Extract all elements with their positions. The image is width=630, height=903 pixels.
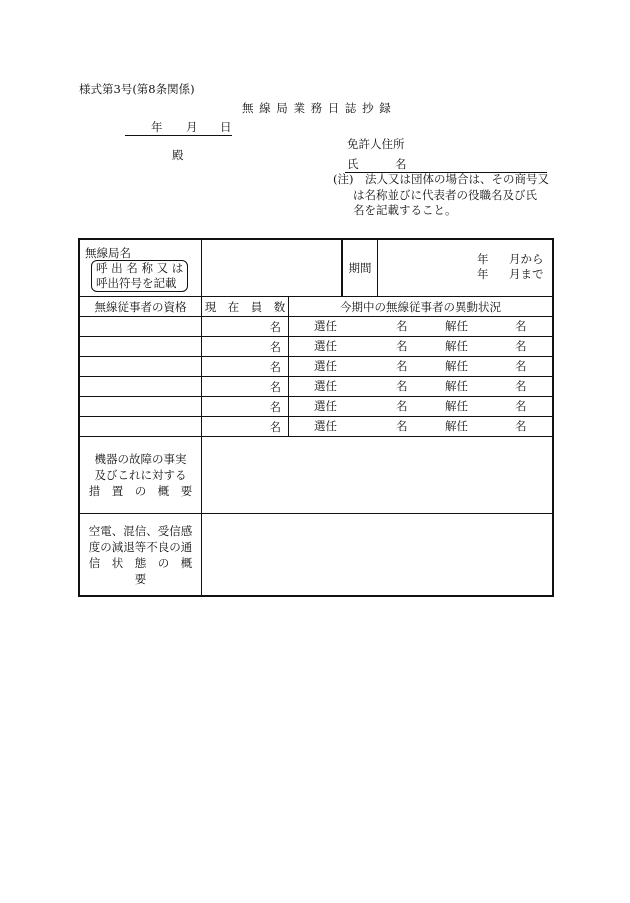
staff-row bbox=[80, 317, 553, 337]
callsign-note bbox=[91, 260, 188, 292]
interference-summary-field[interactable] bbox=[202, 514, 553, 596]
dismissed-label: 解任 bbox=[445, 359, 468, 373]
staff-row bbox=[80, 397, 553, 417]
appointed-label: 選任 bbox=[314, 339, 337, 353]
appointed-label: 選任 bbox=[314, 359, 337, 373]
station-name-value[interactable] bbox=[202, 240, 343, 297]
count-unit: 名 bbox=[269, 359, 281, 374]
appointed-label: 選任 bbox=[314, 419, 337, 433]
interference-row bbox=[80, 514, 553, 596]
qualification-cell[interactable] bbox=[80, 417, 202, 437]
staff-row bbox=[80, 337, 553, 357]
dismissed-label: 解任 bbox=[445, 339, 468, 353]
appointed-unit: 名 bbox=[396, 319, 408, 333]
col-changes-header: 今期中の無線従事者の異動状況 bbox=[289, 297, 553, 317]
journal-excerpt-table bbox=[79, 239, 553, 596]
appointed-label: 選任 bbox=[314, 399, 337, 413]
changes-cell[interactable] bbox=[289, 397, 553, 417]
staff-row bbox=[80, 377, 553, 397]
changes-cell[interactable] bbox=[289, 377, 553, 397]
dismissed-label: 解任 bbox=[445, 419, 468, 433]
period-from-year: 年 bbox=[477, 252, 489, 266]
date-month-label: 月 bbox=[186, 120, 198, 134]
failure-summary-field[interactable] bbox=[202, 437, 553, 514]
count-cell[interactable] bbox=[202, 417, 289, 437]
changes-cell[interactable] bbox=[289, 417, 553, 437]
failure-label-line-1: 機器の故障の事実 bbox=[94, 452, 187, 466]
period-to-month: 月まで bbox=[509, 267, 544, 281]
dismissed-unit: 名 bbox=[515, 399, 527, 413]
period-from-month: 月から bbox=[509, 252, 544, 266]
count-cell[interactable] bbox=[202, 317, 289, 337]
interference-label-cell bbox=[80, 514, 202, 596]
qualification-cell[interactable] bbox=[80, 317, 202, 337]
failure-label-line-3: 措 置 の 概 要 bbox=[88, 484, 193, 498]
interference-label-line-1: 空電、混信、受信感 bbox=[88, 523, 193, 538]
period-label: 期間 bbox=[343, 240, 378, 296]
staff-row bbox=[80, 417, 553, 437]
appointed-unit: 名 bbox=[396, 419, 408, 433]
qualification-cell[interactable] bbox=[80, 377, 202, 397]
appointed-unit: 名 bbox=[396, 339, 408, 353]
col-current-staff-header: 現 在 員 数 bbox=[202, 297, 289, 317]
changes-cell[interactable] bbox=[289, 357, 553, 377]
appointed-label: 選任 bbox=[314, 319, 337, 333]
dismissed-unit: 名 bbox=[515, 339, 527, 353]
licensee-note-line-2: は名称並びに代表者の役職名及び氏 bbox=[353, 188, 537, 202]
period-cell bbox=[343, 240, 553, 297]
date-day-label: 日 bbox=[220, 120, 232, 134]
licensee-note-line-1: (注) 法人又は団体の場合は、その商号又 bbox=[333, 172, 549, 186]
station-row bbox=[80, 240, 553, 297]
dismissed-label: 解任 bbox=[445, 319, 468, 333]
qualification-cell[interactable] bbox=[80, 337, 202, 357]
appointed-unit: 名 bbox=[396, 379, 408, 393]
failure-row bbox=[80, 437, 553, 514]
col-qualification-header: 無線従事者の資格 bbox=[80, 297, 202, 317]
station-label-cell bbox=[80, 240, 202, 297]
count-unit: 名 bbox=[269, 339, 281, 354]
appointed-unit: 名 bbox=[396, 359, 408, 373]
count-cell[interactable] bbox=[202, 357, 289, 377]
station-name-label: 無線局名 bbox=[85, 246, 131, 260]
dismissed-unit: 名 bbox=[515, 319, 527, 333]
failure-label-cell bbox=[80, 437, 202, 514]
count-cell[interactable] bbox=[202, 397, 289, 417]
dismissed-unit: 名 bbox=[515, 359, 527, 373]
callsign-note-line-1: 呼 出 名 称 又 は bbox=[96, 261, 184, 275]
station-divider bbox=[341, 240, 342, 296]
callsign-note-line-2: 呼出符号を記載 bbox=[96, 276, 177, 290]
dismissed-label: 解任 bbox=[445, 399, 468, 413]
licensee-address-label: 免許人住所 bbox=[347, 137, 405, 151]
count-cell[interactable] bbox=[202, 337, 289, 357]
date-year-label: 年 bbox=[151, 120, 163, 134]
count-unit: 名 bbox=[269, 419, 281, 434]
addressee-suffix: 殿 bbox=[172, 148, 184, 162]
licensee-note-line-3: 名を記載すること。 bbox=[353, 203, 457, 217]
staff-row bbox=[80, 357, 553, 377]
count-cell[interactable] bbox=[202, 377, 289, 397]
failure-label-line-2: 及びこれに対する bbox=[94, 468, 187, 482]
qualification-cell[interactable] bbox=[80, 397, 202, 417]
page-title: 無 線 局 業 務 日 誌 抄 録 bbox=[242, 101, 392, 115]
licensee-name-label-2: 名 bbox=[395, 157, 407, 171]
dismissed-unit: 名 bbox=[515, 419, 527, 433]
count-unit: 名 bbox=[269, 399, 281, 414]
interference-label-line-3: 信 状 態 の 概 要 bbox=[88, 555, 204, 586]
interference-label-line-2: 度の減退等不良の通 bbox=[88, 539, 193, 554]
dismissed-unit: 名 bbox=[515, 379, 527, 393]
column-header-row bbox=[80, 297, 553, 317]
date-underline bbox=[125, 135, 232, 136]
period-to-year: 年 bbox=[477, 267, 489, 281]
form-number: 様式第3号(第8条関係) bbox=[79, 82, 195, 96]
qualification-cell[interactable] bbox=[80, 357, 202, 377]
appointed-unit: 名 bbox=[396, 399, 408, 413]
count-unit: 名 bbox=[269, 379, 281, 394]
appointed-label: 選任 bbox=[314, 379, 337, 393]
period-value[interactable] bbox=[378, 240, 552, 296]
changes-cell[interactable] bbox=[289, 337, 553, 357]
count-unit: 名 bbox=[269, 319, 281, 334]
licensee-name-label-1: 氏 bbox=[347, 157, 359, 171]
dismissed-label: 解任 bbox=[445, 379, 468, 393]
changes-cell[interactable] bbox=[289, 317, 553, 337]
